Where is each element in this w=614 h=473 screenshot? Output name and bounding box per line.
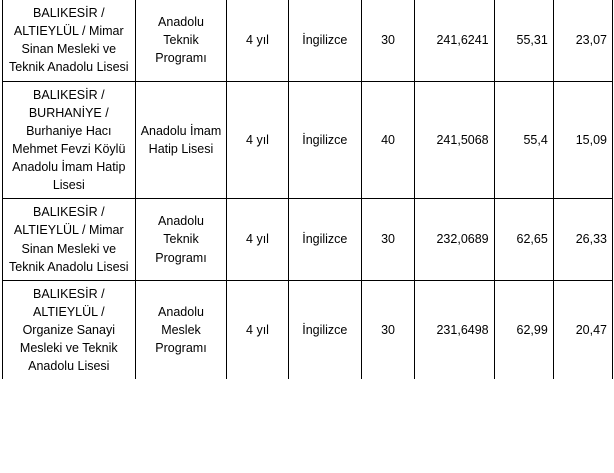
cell-duration: 4 yıl [227,81,288,199]
cell-percentile-2: 23,07 [553,0,612,81]
cell-score: 231,6498 [415,280,495,379]
table-row [3,81,613,199]
cell-program: Anadolu Teknik Programı [135,199,227,281]
cell-quota: 40 [362,81,415,199]
cell-program: Anadolu İmam Hatip Lisesi [135,81,227,199]
cell-score: 241,5068 [415,81,495,199]
cell-score: 241,6241 [415,0,495,81]
table-row [3,0,613,81]
table-body [3,0,613,379]
cell-duration: 4 yıl [227,0,288,81]
cell-quota: 30 [362,199,415,281]
cell-language: İngilizce [288,81,361,199]
school-placement-table [2,0,613,379]
cell-percentile-2: 26,33 [553,199,612,281]
cell-school: BALIKESİR / ALTIEYLÜL / Organize Sanayi Mesleki ve Teknik Anadolu Lisesi [3,280,136,379]
cell-program: Anadolu Teknik Programı [135,0,227,81]
cell-score: 232,0689 [415,199,495,281]
table-row [3,280,613,379]
cell-program: Anadolu Meslek Programı [135,280,227,379]
cell-language: İngilizce [288,199,361,281]
cell-percentile-2: 20,47 [553,280,612,379]
cell-duration: 4 yıl [227,280,288,379]
cell-percentile-1: 62,65 [494,199,553,281]
cell-quota: 30 [362,280,415,379]
cell-school: BALIKESİR / BURHANİYE / Burhaniye Hacı Mehmet Fevzi Köylü Anadolu İmam Hatip Lisesi [3,81,136,199]
cell-quota: 30 [362,0,415,81]
cell-duration: 4 yıl [227,199,288,281]
cell-percentile-1: 62,99 [494,280,553,379]
cell-percentile-1: 55,31 [494,0,553,81]
cell-language: İngilizce [288,0,361,81]
cell-school: BALIKESİR / ALTIEYLÜL / Mimar Sinan Mesleki ve Teknik Anadolu Lisesi [3,199,136,281]
cell-language: İngilizce [288,280,361,379]
cell-percentile-1: 55,4 [494,81,553,199]
cell-percentile-2: 15,09 [553,81,612,199]
cell-school: BALIKESİR / ALTIEYLÜL / Mimar Sinan Mesleki ve Teknik Anadolu Lisesi [3,0,136,81]
table-row [3,199,613,281]
